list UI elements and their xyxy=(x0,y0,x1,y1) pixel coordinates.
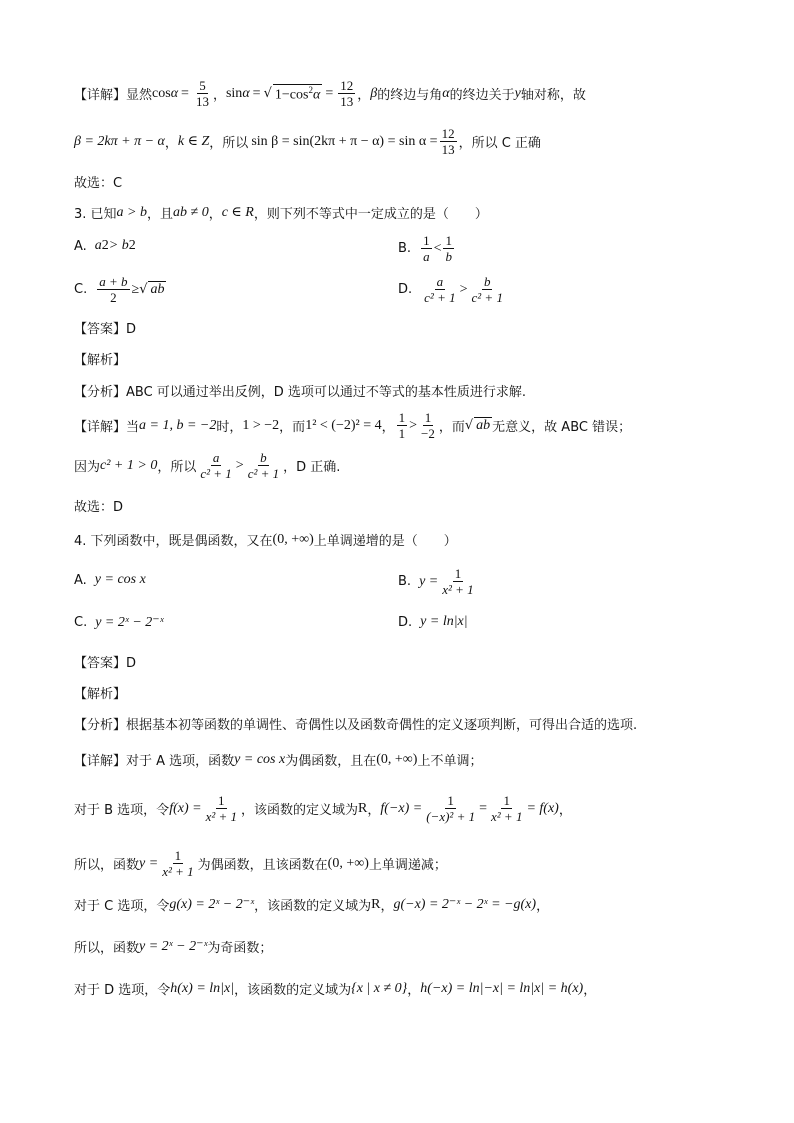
math: R xyxy=(371,896,381,912)
text: 【分析】ABC 可以通过举出反例，D 选项可以通过不等式的基本性质进行求解. xyxy=(74,385,527,400)
option-4a xyxy=(74,572,146,588)
text: 的终边关于 xyxy=(449,88,515,103)
option-4d xyxy=(398,614,468,630)
math: (0, +∞) xyxy=(376,751,418,767)
text: 4. 下列函数中，既是偶函数，又在 xyxy=(74,534,273,549)
analysis-text xyxy=(74,381,526,400)
radical-sign: √ xyxy=(139,282,148,297)
question-3 xyxy=(74,203,488,222)
math: ≥ xyxy=(131,281,140,297)
text: 的终边与角 xyxy=(377,88,443,103)
math: = xyxy=(325,85,334,101)
math: R xyxy=(358,800,368,816)
text: ， xyxy=(208,207,222,222)
math: < xyxy=(433,240,442,256)
text: 所以，函数 xyxy=(74,941,140,956)
option-label: B. xyxy=(398,574,412,589)
numerator: 1 xyxy=(423,233,430,248)
radicand: ab xyxy=(150,282,165,297)
text: 【详解】显然 xyxy=(74,88,153,103)
math: > xyxy=(235,457,244,473)
math: 1− xyxy=(274,87,290,103)
text: ，且 xyxy=(147,207,174,222)
text: 【详解】对于 A 选项，函数 xyxy=(74,754,235,769)
fraction xyxy=(440,126,457,157)
math: y = cos x xyxy=(234,751,286,767)
text: ， xyxy=(164,136,178,151)
math: cos xyxy=(289,87,309,103)
math: c² + 1 > 0 xyxy=(100,457,158,473)
answer-choice-line xyxy=(74,172,122,191)
numerator: 12 xyxy=(441,126,455,141)
text: ， xyxy=(536,899,550,914)
math: = f(x) xyxy=(526,800,559,816)
math: y = 2ˣ − 2⁻ˣ xyxy=(95,615,164,630)
math: y = xyxy=(419,573,439,589)
fraction xyxy=(470,274,505,305)
text: 时， xyxy=(216,420,243,435)
math: α xyxy=(312,87,321,103)
text: 所以，函数 xyxy=(74,858,140,873)
text: 因为 xyxy=(74,460,101,475)
detail-line xyxy=(74,848,447,879)
radicand xyxy=(273,84,322,104)
question-4 xyxy=(74,530,457,549)
fraction xyxy=(246,450,281,481)
option-4b xyxy=(398,566,478,597)
option-3b xyxy=(398,233,456,264)
fraction xyxy=(440,566,475,597)
radical-sign: √ xyxy=(263,86,272,101)
text: ， xyxy=(583,983,597,998)
text: 【解析】 xyxy=(74,353,127,368)
text: 【详解】当 xyxy=(74,420,140,435)
analysis-label xyxy=(74,349,126,368)
math: ab ≠ 0 xyxy=(173,204,209,220)
math: = xyxy=(479,800,487,816)
text: ，该函数的定义域为 xyxy=(234,983,352,998)
math: y = ln|x| xyxy=(420,614,468,629)
numerator: a xyxy=(212,450,220,465)
math: 1² < (−2)² = 4 xyxy=(305,417,382,433)
denominator: 13 xyxy=(340,94,354,109)
math: α xyxy=(242,85,250,101)
math: a xyxy=(94,238,102,253)
text: 【分析】根据基本初等函数的单调性、奇偶性以及函数奇偶性的定义逐项判断，可得出合适的选项. xyxy=(74,718,638,733)
denominator: x² + 1 xyxy=(442,582,474,597)
text: 为偶函数，且在 xyxy=(285,754,377,769)
fraction xyxy=(97,274,129,305)
math: α xyxy=(170,85,179,101)
numerator: 1 xyxy=(447,793,454,808)
math: β xyxy=(370,85,378,101)
denominator: (−x)² + 1 xyxy=(426,809,476,824)
answer-choice-line xyxy=(74,496,123,515)
math: g(−x) = 2⁻ˣ − 2ˣ = −g(x) xyxy=(393,897,537,912)
fraction xyxy=(204,793,239,824)
option-3d xyxy=(398,274,507,305)
denominator: b xyxy=(445,249,452,264)
text: 故选：D xyxy=(74,500,124,515)
numerator: 1 xyxy=(398,410,406,425)
text: 【解析】 xyxy=(74,687,127,702)
math: c ∈ R xyxy=(221,205,254,220)
radicand: ab xyxy=(476,418,491,433)
fraction xyxy=(422,274,457,305)
numerator: a xyxy=(436,274,444,289)
answer-label xyxy=(74,652,136,671)
denominator: c² + 1 xyxy=(424,290,456,305)
text: 对于 D 选项，令 xyxy=(74,983,171,998)
text: ，所以 C 正确 xyxy=(458,136,541,151)
text: 上不单调； xyxy=(417,754,483,769)
text: 为偶函数，且该函数在 xyxy=(197,858,328,873)
numerator: 1 xyxy=(174,848,182,863)
math: y = xyxy=(139,855,159,871)
text: ， xyxy=(367,803,381,818)
math: f(x) = xyxy=(169,800,202,816)
text: ， xyxy=(357,88,371,103)
detail-line xyxy=(74,895,549,914)
denominator: c² + 1 xyxy=(471,290,503,305)
detail-line xyxy=(74,793,572,824)
text: 3. 已知 xyxy=(74,207,117,222)
detail-line-1 xyxy=(74,78,586,109)
text: ， xyxy=(380,899,394,914)
text: 上单调递增的是（ ） xyxy=(313,534,457,549)
text: ，所以 xyxy=(157,460,197,475)
numerator: 1 xyxy=(454,566,462,581)
option-label: C. xyxy=(74,282,88,297)
text: 故选：C xyxy=(74,176,123,191)
text: ，D 正确. xyxy=(283,460,341,475)
math: g(x) = 2ˣ − 2⁻ˣ xyxy=(169,897,255,912)
denominator: c² + 1 xyxy=(200,466,232,481)
math: (0, +∞) xyxy=(272,531,314,547)
numerator: 1 xyxy=(445,233,452,248)
option-4c xyxy=(74,614,164,631)
answer-label xyxy=(74,318,136,337)
exponent: 2 xyxy=(128,238,136,253)
option-label: B. xyxy=(398,241,412,256)
detail-line xyxy=(74,410,631,441)
denominator: a xyxy=(423,249,430,264)
numerator: b xyxy=(483,274,491,289)
option-label: D. xyxy=(398,614,413,630)
math: sin β = sin(2kπ + π − α) = sin α = xyxy=(251,133,438,149)
option-label: A. xyxy=(74,572,87,588)
detail-line xyxy=(74,979,596,998)
radical-sign: √ xyxy=(464,418,474,433)
math: y xyxy=(514,85,521,101)
math: y = cos x xyxy=(94,572,146,587)
math: > xyxy=(409,417,418,433)
fraction xyxy=(419,410,437,441)
text: ， xyxy=(381,420,395,435)
text: 对于 C 选项，令 xyxy=(74,899,170,914)
text: 轴对称，故 xyxy=(520,88,586,103)
numerator: 12 xyxy=(340,78,354,93)
denominator: −2 xyxy=(421,426,435,441)
denominator: x² + 1 xyxy=(205,809,238,824)
math: cos xyxy=(152,85,171,101)
math: {x | x ≠ 0} xyxy=(351,980,408,996)
numerator: 1 xyxy=(424,410,432,425)
option-label: D. xyxy=(398,282,413,297)
fraction xyxy=(160,848,195,879)
numerator: 1 xyxy=(503,793,510,808)
math: 1 > −2 xyxy=(242,417,280,433)
option-label: A. xyxy=(74,238,87,254)
math: = xyxy=(252,85,261,101)
text: 上单调递减； xyxy=(368,858,447,873)
detail-line xyxy=(74,937,272,956)
text: ， xyxy=(558,803,572,818)
text: 为奇函数； xyxy=(207,941,273,956)
detail-line-2 xyxy=(74,126,541,157)
fraction xyxy=(397,410,408,441)
exponent: 2 xyxy=(308,84,313,95)
fraction xyxy=(443,233,454,264)
denominator: x² + 1 xyxy=(491,809,523,824)
text: 【答案】D xyxy=(74,322,137,337)
denominator: x² + 1 xyxy=(162,864,194,879)
denominator: 13 xyxy=(441,142,455,157)
exponent: 2 xyxy=(101,238,109,253)
math: f(−x) = xyxy=(380,800,423,816)
fraction xyxy=(424,793,477,824)
math: = xyxy=(181,85,189,101)
analysis-text xyxy=(74,714,637,733)
text: ， xyxy=(407,983,421,998)
option-3c xyxy=(74,274,166,305)
math: α xyxy=(442,85,450,101)
denominator: 1 xyxy=(398,426,406,441)
text: ， xyxy=(212,88,226,103)
math: a = 1, b = −2 xyxy=(139,417,217,433)
numerator: 1 xyxy=(218,793,225,808)
detail-line xyxy=(74,450,340,481)
fraction xyxy=(338,78,355,109)
numerator: a + b xyxy=(99,274,128,289)
option-3a xyxy=(74,238,136,254)
denominator: 2 xyxy=(110,290,117,305)
text: 无意义，故 ABC 错误； xyxy=(492,420,632,435)
detail-line xyxy=(74,750,482,769)
text: ，而 xyxy=(279,420,306,435)
text: ，则下列不等式中一定成立的是（ ） xyxy=(253,207,488,222)
math: > b xyxy=(108,238,129,253)
text: ，所以 xyxy=(209,136,249,151)
fraction xyxy=(198,450,233,481)
math: β = 2kπ + π − α xyxy=(74,133,165,149)
text: 【答案】D xyxy=(74,656,137,671)
fraction xyxy=(489,793,524,824)
analysis-label xyxy=(74,683,126,702)
fraction xyxy=(421,233,432,264)
math: > xyxy=(459,281,468,297)
numerator: b xyxy=(260,450,267,465)
denominator: c² + 1 xyxy=(247,466,280,481)
math: (0, +∞) xyxy=(327,855,369,871)
math: y = 2ˣ − 2⁻ˣ xyxy=(139,939,208,954)
math: h(−x) = ln|−x| = ln|x| = h(x) xyxy=(420,980,584,996)
option-label: C. xyxy=(74,615,88,630)
math: h(x) = ln|x| xyxy=(170,980,235,996)
denominator: 13 xyxy=(195,94,209,109)
math: k ∈ Z xyxy=(177,134,210,149)
text: ，该函数的定义域为 xyxy=(241,803,359,818)
text: ，该函数的定义域为 xyxy=(254,899,372,914)
text: ，而 xyxy=(438,420,465,435)
math: a > b xyxy=(116,204,147,220)
math: sin xyxy=(225,85,243,101)
fraction xyxy=(194,78,211,109)
text: 对于 B 选项，令 xyxy=(74,803,170,818)
numerator: 5 xyxy=(199,78,206,93)
